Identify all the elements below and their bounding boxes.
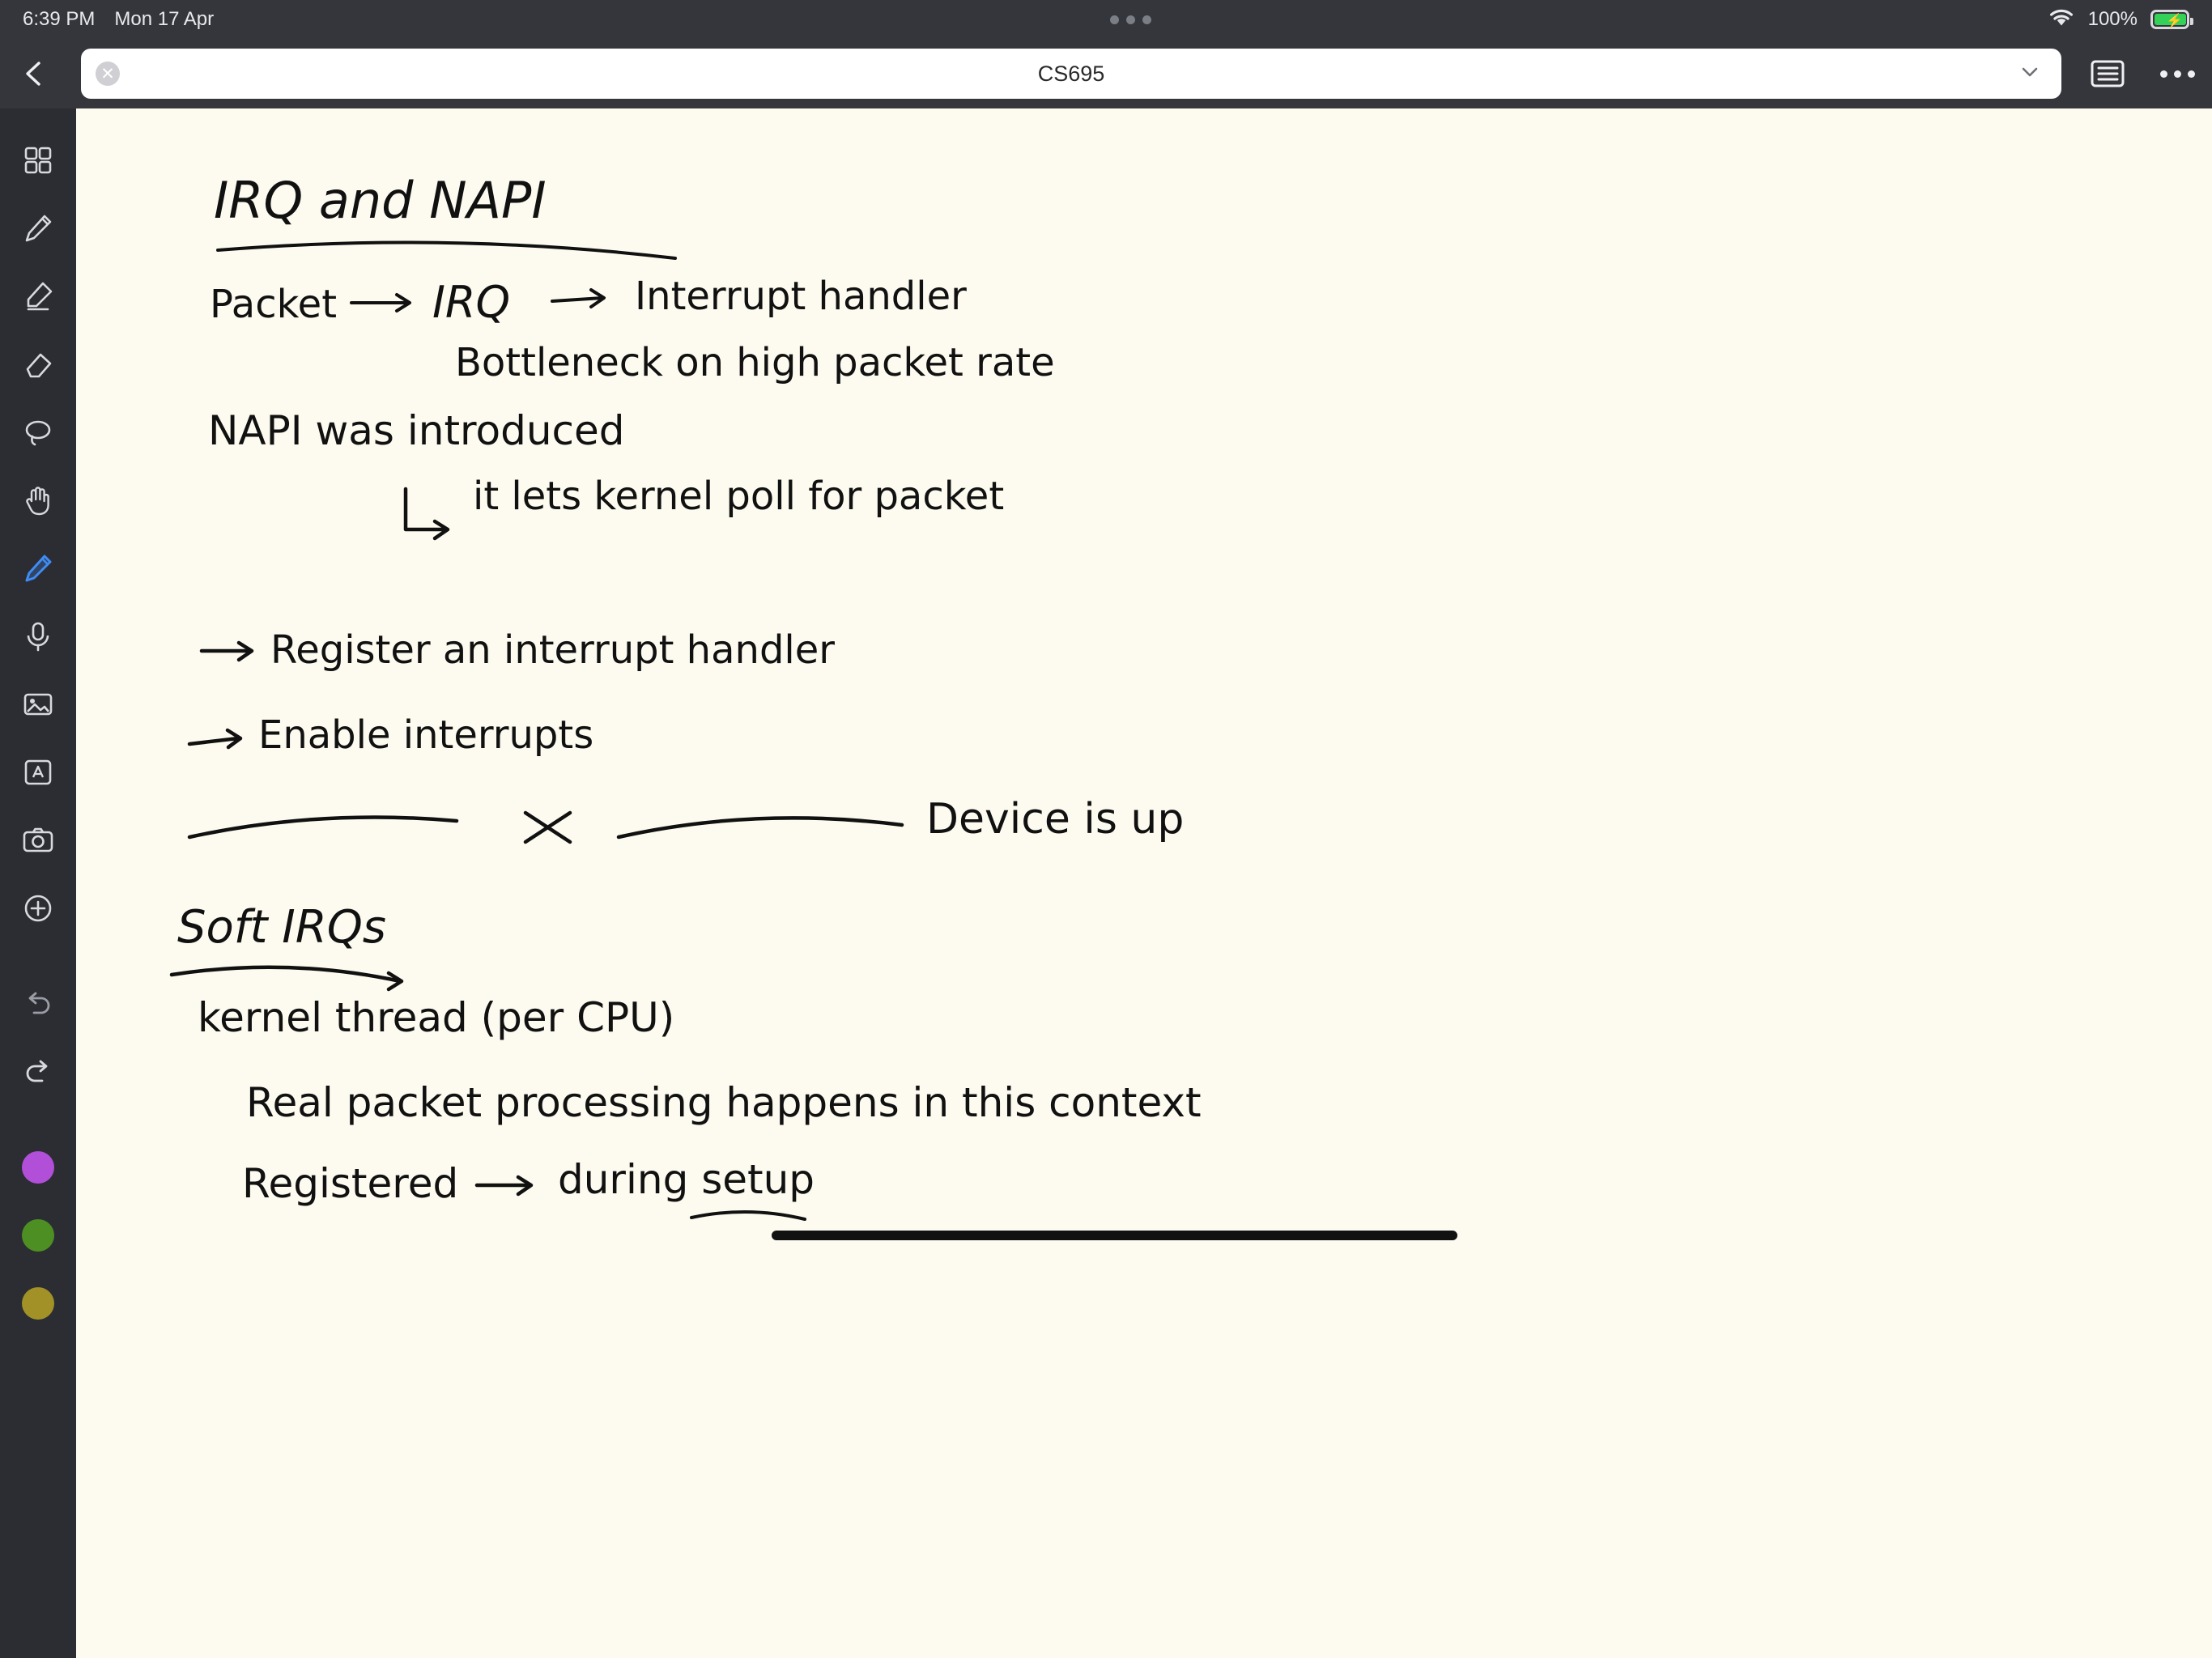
more-options-button[interactable] <box>2142 39 2212 108</box>
ink-title: IRQ and NAPI <box>214 171 547 230</box>
ink-line2: Bottleneck on high packet rate <box>455 340 1055 385</box>
undo-button[interactable] <box>0 970 76 1038</box>
ink-arrow-5 <box>189 730 240 747</box>
page-list-button[interactable] <box>2073 39 2142 108</box>
image-tool-button[interactable] <box>0 670 76 738</box>
pen-tool-button[interactable] <box>0 194 76 262</box>
thumbnails-grid-button[interactable] <box>0 126 76 194</box>
color-swatch-purple[interactable] <box>0 1133 76 1201</box>
ink-line1b: IRQ <box>432 277 510 328</box>
lasso-icon <box>21 415 55 449</box>
status-time: 6:39 PM <box>23 8 96 30</box>
status-bar <box>0 0 2212 39</box>
ink-line7: Device is up <box>926 795 1185 844</box>
camera-tool-button[interactable] <box>0 806 76 874</box>
microphone-icon <box>21 619 55 653</box>
ink-line5: Register an interrupt handler <box>270 627 836 673</box>
eraser-icon <box>21 347 55 381</box>
ink-underline-setup <box>691 1212 805 1219</box>
redo-arrow-icon <box>21 1055 55 1089</box>
note-title: CS695 <box>1037 61 1105 86</box>
grid-icon <box>22 144 54 176</box>
pen-icon <box>21 211 55 245</box>
ink-stroke-left <box>189 818 457 838</box>
hand-tool-button[interactable] <box>0 466 76 534</box>
hand-icon <box>21 483 55 517</box>
ink-arrow-1 <box>351 295 410 311</box>
note-canvas[interactable] <box>76 108 2212 1658</box>
highlighter-icon <box>21 279 55 313</box>
text-box-icon <box>21 755 55 789</box>
ink-x-mark <box>525 813 570 842</box>
eraser-tool-button[interactable] <box>0 330 76 398</box>
swatch-olive-icon <box>22 1287 54 1320</box>
wifi-icon <box>2048 6 2075 33</box>
battery-charging-icon: ⚡ <box>2150 10 2189 29</box>
microphone-tool-button[interactable] <box>0 602 76 670</box>
color-swatch-olive[interactable] <box>0 1269 76 1337</box>
handwriting-layer <box>76 108 2212 1658</box>
back-button[interactable] <box>0 39 70 108</box>
ink-line8: kernel thread (per CPU) <box>198 994 675 1041</box>
selected-pen-tool-button[interactable] <box>0 534 76 602</box>
ink-line6: Enable interrupts <box>258 712 594 758</box>
redo-button[interactable] <box>0 1038 76 1106</box>
ink-line1: Packet <box>210 282 338 327</box>
highlighter-tool-button[interactable] <box>0 262 76 330</box>
plus-circle-icon <box>21 891 55 925</box>
lasso-tool-button[interactable] <box>0 398 76 466</box>
ink-line10: Registered <box>242 1160 459 1207</box>
camera-icon <box>21 823 55 857</box>
insert-tool-button[interactable] <box>0 874 76 942</box>
status-left <box>0 8 214 31</box>
ink-arrow-4 <box>202 643 252 660</box>
color-swatch-green[interactable] <box>0 1201 76 1269</box>
grabber-dots-icon <box>1110 15 1151 24</box>
ink-arrow-2 <box>552 290 604 307</box>
swatch-green-icon <box>22 1219 54 1252</box>
ink-line4: it lets kernel poll for packet <box>473 474 1005 519</box>
clear-circle-icon[interactable]: ✕ <box>96 62 120 86</box>
ink-arrow-3 <box>406 489 448 538</box>
image-icon <box>21 687 55 721</box>
note-toolbar <box>0 39 2212 108</box>
pen-blue-icon <box>21 551 55 585</box>
battery-percent: 100% <box>2087 8 2138 30</box>
tool-rail <box>0 108 76 1658</box>
ink-line9: Real packet processing happens in this context <box>246 1079 1202 1126</box>
status-date: Mon 17 Apr <box>114 8 215 30</box>
ink-line3: NAPI was introduced <box>208 407 625 454</box>
ink-line11: during setup <box>558 1156 815 1203</box>
ink-underline-heading2 <box>172 967 402 989</box>
text-box-tool-button[interactable] <box>0 738 76 806</box>
undo-arrow-icon <box>21 987 55 1021</box>
more-options-icon <box>2160 70 2195 78</box>
swatch-purple-icon <box>22 1151 54 1184</box>
multitask-grabber[interactable] <box>214 15 2047 24</box>
ink-underline-title <box>218 243 675 258</box>
ink-stroke-right <box>619 818 902 837</box>
ink-heading2: Soft IRQs <box>177 901 386 954</box>
status-right <box>2048 6 2212 33</box>
note-title-field[interactable] <box>81 49 2061 99</box>
chevron-down-icon[interactable] <box>2018 60 2042 88</box>
ink-arrow-6 <box>477 1177 531 1194</box>
ink-line1c: Interrupt handler <box>635 274 967 319</box>
